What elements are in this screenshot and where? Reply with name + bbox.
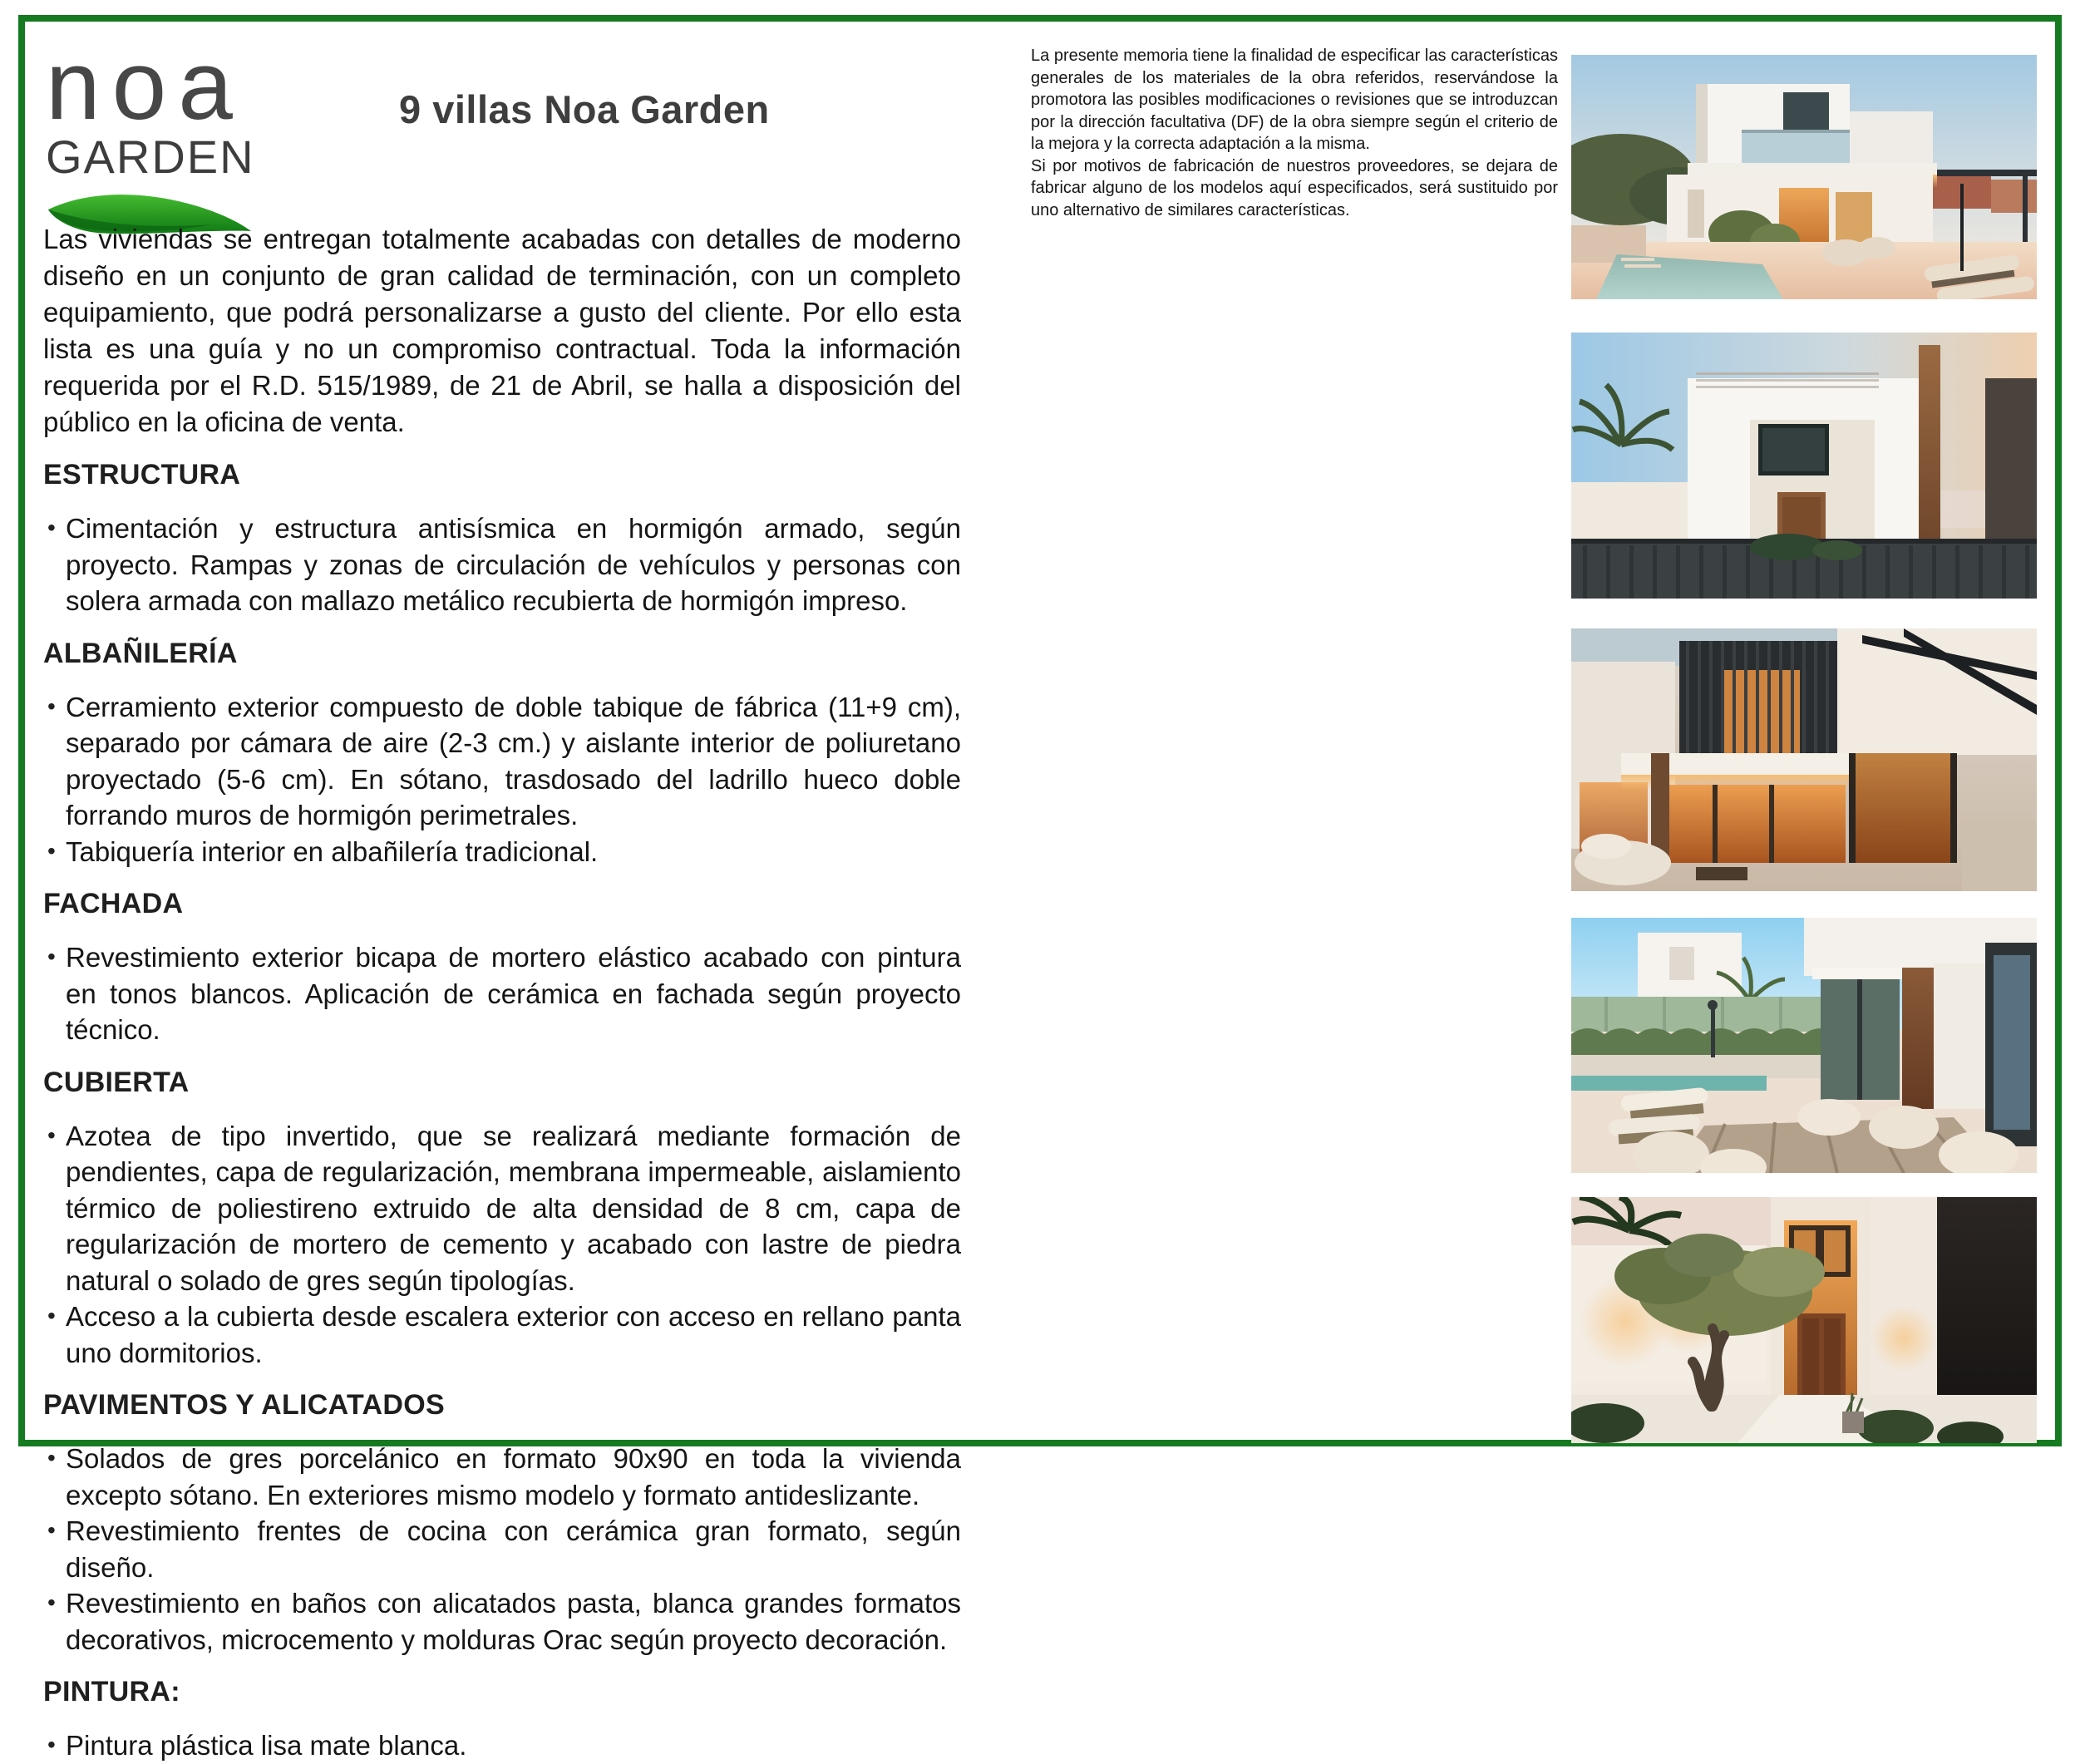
bullet-list	[43, 939, 961, 1048]
disclaimer-paragraph-2: Si por motivos de fabricación de nuestros proveedores, se dejara de fabricar alguno de los modelos aquí especificados, será sustituido por uno alternativo de similares características.	[1031, 156, 1558, 219]
villa-photo-4-art	[1571, 918, 2037, 1173]
villa-photo-1	[1571, 55, 2037, 299]
spec-bullet: • Revestimiento exterior bicapa de mortero elástico acabado con pintura en tonos blancos. Aplicación de cerámica en fachada según proyecto técnico.	[43, 939, 961, 1048]
bullet-list	[43, 1727, 961, 1764]
section-title-pintura: PINTURA:	[43, 1676, 180, 1707]
spec-bullet: • Tabiquería interior en albañilería tradicional.	[43, 834, 961, 870]
section-cubierta	[43, 1067, 961, 1372]
villa-photo-5-art	[1571, 1197, 2037, 1443]
spec-bullet: • Azotea de tipo invertido, que se realizará mediante formación de pendientes, capa de regularización, membrana impermeable, aislamiento térmico de poliestireno extruido de alta densidad de 8 cm, capa de regularización de mortero de cemento y acabado con lastre de piedra natural o solado de gres según tipologías.	[43, 1118, 961, 1299]
section-albanileria	[43, 638, 961, 870]
section-title-pavimentos: PAVIMENTOS Y ALICATADOS	[43, 1389, 445, 1421]
villa-photo-5	[1571, 1197, 2037, 1443]
bullet-list	[43, 510, 961, 619]
specifications-content	[43, 221, 961, 1764]
villa-photo-column	[1571, 0, 2037, 1473]
section-pavimentos	[43, 1389, 961, 1658]
section-estructura	[43, 459, 961, 619]
spec-bullet: • Cimentación y estructura antisísmica en hormigón armado, según proyecto. Rampas y zonas de circulación de vehículos y personas con solera armada con mallazo metálico recubierta de hormigón impreso.	[43, 510, 961, 619]
logo-wordmark-garden: GARDEN	[46, 131, 255, 183]
villa-photo-4	[1571, 918, 2037, 1173]
bullet-list	[43, 1118, 961, 1372]
spec-bullet: • Revestimiento en baños con alicatados pasta, blanca grandes formatos decorativos, microcemento y molduras Orac según proyecto decoración.	[43, 1585, 961, 1658]
section-title-fachada: FACHADA	[43, 888, 184, 919]
disclaimer-paragraph-1: La presente memoria tiene la finalidad de especificar las características generales de los materiales de la obra referidos, reservándose la promotora las posibles modificaciones o revisiones que se introduzcan por la dirección facultativa (DF) de la obra siempre según el criterio de la mejora y la correcta adaptación a la misma.	[1031, 47, 1558, 153]
villa-photo-2-art	[1571, 333, 2037, 599]
section-title-estructura: ESTRUCTURA	[43, 459, 241, 490]
section-fachada	[43, 888, 961, 1048]
villa-photo-3	[1571, 628, 2037, 891]
section-title-cubierta: CUBIERTA	[43, 1066, 190, 1098]
bullet-list	[43, 1441, 961, 1658]
spec-bullet: • Revestimiento frentes de cocina con cerámica gran formato, según diseño.	[43, 1513, 961, 1585]
villa-photo-1-art	[1571, 55, 2037, 299]
section-title-albanileria: ALBAÑILERÍA	[43, 637, 238, 669]
villa-photo-2	[1571, 333, 2037, 599]
spec-bullet: • Cerramiento exterior compuesto de doble tabique de fábrica (11+9 cm), separado por cámara de aire (2-3 cm.) y aislante interior de poliuretano proyectado (5-6 cm). En sótano, trasdosado del ladrillo hueco doble forrando muros de hormigón perimetrales.	[43, 689, 961, 834]
bullet-list	[43, 689, 961, 870]
intro-paragraph: Las viviendas se entregan totalmente acabadas con detalles de moderno diseño en un conjunto de gran calidad de terminación, con un completo equipamiento, que podrá personalizarse a gusto del cliente. Por ello esta lista es una guía y no un compromiso contractual. Toda la información requerida por el R.D. 515/1989, de 21 de Abril, se halla a disposición del público en la oficina de venta.	[43, 224, 961, 437]
section-pintura	[43, 1676, 961, 1764]
villa-photo-3-art	[1571, 628, 2037, 891]
legal-disclaimer	[1031, 45, 1558, 221]
spec-bullet: • Solados de gres porcelánico en formato 90x90 en toda la vivienda excepto sótano. En exteriores mismo modelo y formato antideslizante.	[43, 1441, 961, 1513]
logo-wordmark-noa: noa	[46, 31, 244, 140]
noa-garden-logo	[46, 31, 262, 246]
page-title: 9 villas Noa Garden	[399, 87, 770, 131]
spec-bullet: • Pintura plástica lisa mate blanca.	[43, 1727, 961, 1764]
spec-bullet: • Acceso a la cubierta desde escalera exterior con acceso en rellano panta uno dormitorios.	[43, 1298, 961, 1371]
